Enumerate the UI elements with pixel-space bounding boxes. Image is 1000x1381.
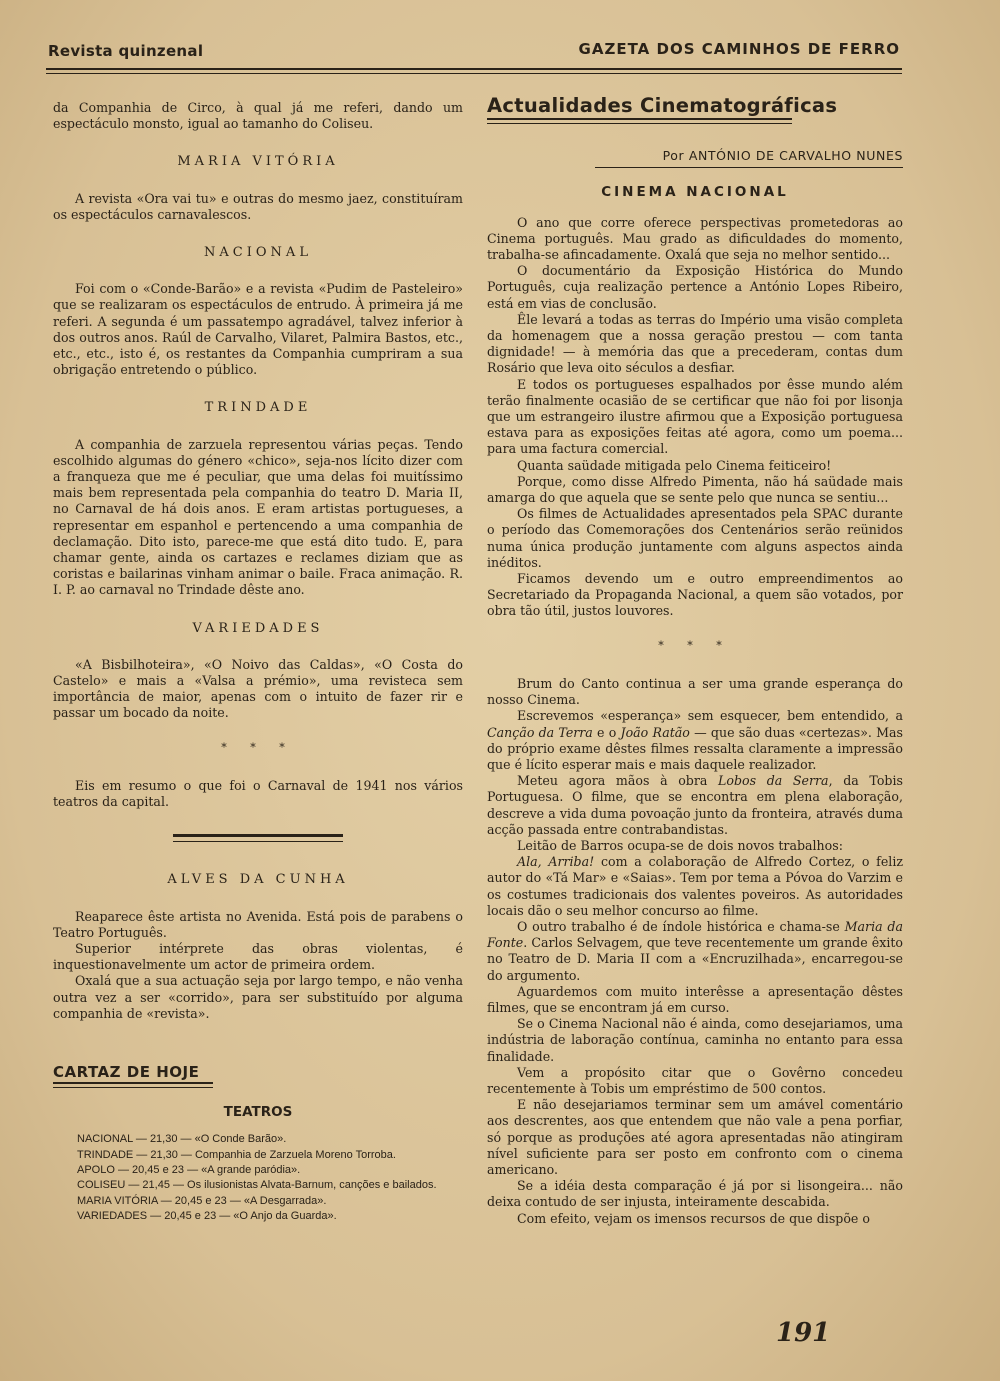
article-paragraph: Êle levará a todas as terras do Império uma visão completa da homenagem que a nossa geração prestou — com tanta dignidade! — à memória das que a precederam, contas dum Rosário que leva oito séculos a desfiar. bbox=[487, 311, 903, 376]
article-paragraph: Aguardemos com muito interêsse a apresentação dêstes filmes, que se encontram já em curso. bbox=[487, 983, 903, 1015]
article-paragraph: E todos os portugueses espalhados por êsse mundo além terão finalmente ocasião de se certificar que não foi por lisonja que um estrangeiro ilustre afirmou que a Exposição portuguesa estava para as exposições feitas até agora, como um poema... para uma factura comercial. bbox=[487, 376, 903, 457]
article-title: Actualidades Cinematográficas bbox=[487, 94, 838, 117]
listing-item: APOLO — 20,45 e 23 — «A grande paródia». bbox=[77, 1163, 301, 1176]
page-number: 191 bbox=[776, 1318, 831, 1348]
left-column bbox=[53, 100, 463, 1224]
article-paragraph: Leitão de Barros ocupa-se de dois novos trabalhos: bbox=[517, 837, 843, 853]
header-left: Revista quinzenal bbox=[48, 42, 204, 60]
article-paragraph bbox=[487, 773, 903, 838]
text-run: Meteu agora mãos à obra bbox=[517, 773, 719, 789]
nacional-text: Foi com o «Conde-Barão» e a revista «Pudim de Pasteleiro» que se realizaram os espectáculos de entrudo. À primeira já me referi. A segunda é um passatempo agradável, talvez inferior à dos outros anos. Raúl de Carvalho, Vilaret, Palmira Bastos, etc., etc., etc., isto é, os restantes da Companhia cumpriram a sua obrigação entretendo o público. bbox=[53, 281, 463, 378]
listing-item: COLISEU — 21,45 — Os ilusionistas Alvata-Barnum, canções e bailados. bbox=[77, 1179, 437, 1192]
section-divider bbox=[173, 834, 343, 842]
header-right: GAZETA DOS CAMINHOS DE FERRO bbox=[578, 40, 900, 58]
alves-paragraph-3: Oxalá que a sua actuação seja por largo tempo, e não venha outra vez a ser «corrido», para ser substituído por alguma companhia de «revista». bbox=[53, 973, 463, 1021]
listing-item: TRINDADE — 21,30 — Companhia de Zarzuela Moreno Torroba. bbox=[77, 1148, 396, 1161]
listing-item: MARIA VITÓRIA — 20,45 e 23 — «A Desgarrada». bbox=[77, 1194, 327, 1207]
cinema-nacional-heading: CINEMA NACIONAL bbox=[601, 184, 789, 201]
article-paragraph: Os filmes de Actualidades apresentados pela SPAC durante o período das Comemorações dos Centenários serão reünidos numa única produção juntamente com alguns aspectos ainda inéditos. bbox=[487, 506, 903, 570]
text-run: — que são duas «certezas». Mas do próprio exame dêstes filmes ressalta claramente a impressão que é lícito esperar mais e mais daquele realizador. bbox=[487, 724, 904, 772]
byline-rule bbox=[595, 167, 903, 168]
film-title: João Ratão bbox=[620, 724, 690, 740]
header-rule bbox=[46, 68, 902, 74]
article-paragraph: Ficamos devendo um e outro empreendimentos ao Secretariado da Propaganda Nacional, a quem são votados, por obra tão útil, justos louvores. bbox=[487, 571, 903, 619]
text-run: Escrevemos «esperança» sem esquecer, bem entendido, a bbox=[517, 708, 903, 724]
cartaz-rule bbox=[53, 1082, 213, 1088]
trindade-text: A companhia de zarzuela representou várias peças. Tendo escolhido algumas do género «chico», seja-nos lícito dizer com a franqueza que me é peculiar, que uma delas foi muitíssimo mais bem representada pela companhia do teatro D. Maria II, no Carnaval de há dois anos. E eram artistas portugueses, a representar em espanhol e pertencendo a uma companhia de declamação. Dito isto, parece-me que está dito tudo. E, para chamar gente, ainda os cartazes e reclames diziam que as coristas e bailarinas vinham animar o baile. Fraca animação. R. I. P. ao carnaval no Trindade dêste ano. bbox=[53, 436, 463, 598]
teatros-heading: TEATROS bbox=[223, 1104, 293, 1121]
theatre-listings bbox=[53, 1132, 463, 1224]
intro-paragraph: da Companhia de Circo, à qual já me referi, dando um espectáculo monsto, igual ao tamanho do Coliseu. bbox=[53, 100, 463, 132]
maria-vitoria-heading: MARIA VITÓRIA bbox=[177, 154, 339, 170]
article-paragraph: Se o Cinema Nacional não é ainda, como desejariamos, uma indústria de laboração contínua, caminha no entanto para essa finalidade. bbox=[487, 1016, 903, 1064]
text-run: . Carlos Selvagem, que teve recentemente um grande êxito no Teatro de D. Maria II com a «Encruzilhada», encarregou-se do argumento. bbox=[487, 935, 903, 983]
text-run: com a colaboração de Alfredo Cortez, o feliz autor do «Tá Mar» e «Saias». Tem por tema a Póvoa do Varzim e os costumes tradicionais dos valentes poveiros. As autoridades locais dão o seu melhor concurso ao filme. bbox=[487, 854, 903, 918]
alves-paragraph-2: Superior intérprete das obras violentas, é inquestionavelmente um actor de primeira ordem. bbox=[53, 940, 463, 973]
byline: Por ANTÓNIO DE CARVALHO NUNES bbox=[662, 148, 903, 164]
article-paragraph: Vem a propósito citar que o Govêrno concedeu recentemente à Tobis um empréstimo de 500 contos. bbox=[487, 1064, 903, 1096]
resumo-text: Eis em resumo o que foi o Carnaval de 1941 nos vários teatros da capital. bbox=[53, 777, 463, 810]
trindade-heading: TRINDADE bbox=[204, 400, 312, 416]
film-title: Canção da Terra bbox=[487, 724, 593, 740]
article-paragraph: O ano que corre oferece perspectivas prometedoras ao Cinema português. Mau grado as dificuldades do momento, trabalha-se afincadamente. Oxalá que seja no melhor sentido... bbox=[487, 214, 903, 263]
film-title: Ala, Arriba! bbox=[517, 854, 595, 870]
article-paragraph: E não desejariamos terminar sem um amável comentário aos descrentes, aos que entendem que não vale a pena porfiar, só porque as produções até agora apresentadas não atingiram nível suficiente para ser posto em confronto com o cinema americano. bbox=[487, 1097, 903, 1177]
article-paragraph bbox=[487, 919, 903, 984]
article-paragraph: Com efeito, vejam os imensos recursos de que dispõe o bbox=[517, 1210, 870, 1226]
text-run: O outro trabalho é de índole histórica e chama-se bbox=[517, 918, 845, 934]
variedades-heading: VARIEDADES bbox=[192, 620, 324, 636]
alves-paragraph-1: Reaparece êste artista no Avenida. Está pois de parabens o Teatro Português. bbox=[53, 908, 463, 940]
right-column bbox=[487, 94, 904, 1227]
alves-heading: ALVES DA CUNHA bbox=[167, 872, 349, 888]
text-run: e o bbox=[592, 724, 621, 740]
cartaz-title: CARTAZ DE HOJE bbox=[53, 1062, 200, 1081]
article-paragraph: Porque, como disse Alfredo Pimenta, não há saüdade mais amarga do que aquela que se sente pelo que nunca se sentiu... bbox=[487, 473, 903, 506]
listing-item: VARIEDADES — 20,45 e 23 — «O Anjo da Guarda». bbox=[77, 1209, 337, 1222]
article-paragraph: O documentário da Exposição Histórica do Mundo Português, cuja realização pertence a António Lopes Ribeiro, está em vias de conclusão. bbox=[487, 263, 903, 311]
section-stars: * * * bbox=[221, 740, 295, 754]
article-stars: * * * bbox=[658, 638, 732, 652]
article-paragraph: Brum do Canto continua a ser uma grande esperança do nosso Cinema. bbox=[487, 675, 903, 708]
listing-item: NACIONAL — 21,30 — «O Conde Barão». bbox=[77, 1133, 287, 1146]
article-paragraph: Quanta saüdade mitigada pelo Cinema feiticeiro! bbox=[517, 457, 832, 473]
article-title-rule bbox=[487, 118, 792, 124]
text-run: , da Tobis Portuguesa. O filme, que se encontra em plena elaboração, descreve a vida duma povoação junto da fronteira, através duma acção passada entre contrabandistas. bbox=[487, 773, 903, 837]
article-paragraph: Se a idéia desta comparação é já por si lisongeira... não deixa contudo de ser injusta, inteiramente descabida. bbox=[487, 1178, 903, 1210]
variedades-text: «A Bisbilhoteira», «O Noivo das Caldas», «O Costa do Castelo» e mais a «Valsa a prémio», uma revisteca sem importância de maior, apenas com o intuito de fazer rir e passar um bocado da noite. bbox=[53, 656, 463, 721]
maria-vitoria-text: A revista «Ora vai tu» e outras do mesmo jaez, constituíram os espectáculos carnavalescos. bbox=[53, 190, 463, 222]
nacional-heading: NACIONAL bbox=[204, 245, 312, 261]
film-title: Maria da Fonte bbox=[487, 918, 903, 951]
film-title: Lobos da Serra bbox=[718, 773, 829, 789]
article-paragraph bbox=[487, 708, 903, 773]
article-paragraph bbox=[487, 854, 903, 919]
